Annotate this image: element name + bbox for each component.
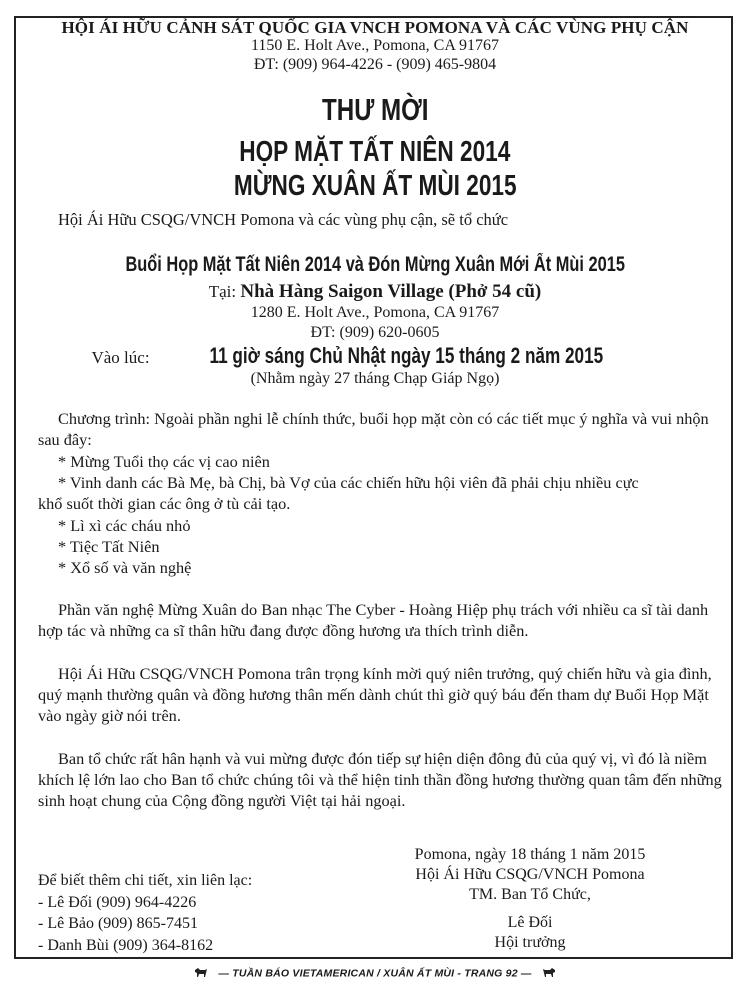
signature-name: Lê Đối bbox=[507, 914, 553, 931]
contact-person: - Danh Bùi (909) 364-8162 bbox=[38, 936, 214, 954]
venue-phone: ĐT: (909) 620-0605 bbox=[310, 324, 440, 341]
program-item-continued: khổ suốt thời gian các ông ở tù cải tạo. bbox=[38, 494, 291, 514]
time-prefix: Vào lúc: bbox=[91, 348, 150, 367]
event-title-line-2: MỪNG XUÂN ẤT MÙI 2015 bbox=[233, 170, 517, 202]
contact-block bbox=[38, 870, 252, 956]
signature-date: Pomona, ngày 18 tháng 1 năm 2015 bbox=[414, 846, 646, 863]
program-intro: Chương trình: Ngoài phần nghi lễ chính thức, buổi họp mặt còn có các tiết mục ý nghĩa và vui nhộn sau đây: bbox=[38, 409, 709, 450]
event-time: 11 giờ sáng Chủ Nhật ngày 15 tháng 2 năm 2015 bbox=[209, 343, 603, 368]
page-footer bbox=[0, 965, 750, 982]
organization-address: 1150 E. Holt Ave., Pomona, CA 91767 bbox=[251, 37, 499, 54]
contact-person: - Lê Bảo (909) 865-7451 bbox=[38, 915, 198, 932]
organization-name: HỘI ÁI HỮU CẢNH SÁT QUỐC GIA VNCH POMONA VÀ CÁC VÙNG PHỤ CẬN bbox=[61, 18, 689, 37]
invitation-paragraph: Hội Ái Hữu CSQG/VNCH Pomona trân trọng kính mời quý niên trưởng, quý chiến hữu và gia đình, quý mạnh thường quân và đồng hương thân mến dành chút thì giờ quý báu đến tham dự Buổi Họp Mặt vào ngày giờ nói trên. bbox=[38, 664, 712, 726]
goat-icon bbox=[193, 965, 209, 982]
lunar-date: (Nhằm ngày 27 tháng Chạp Giáp Ngọ) bbox=[250, 370, 500, 387]
footer-text: — TUẦN BÁO VIETAMERICAN / XUÂN ẤT MÙI - TRANG 92 — bbox=[218, 967, 532, 980]
event-title-line-1: HỌP MẶT TẤT NIÊN 2014 bbox=[239, 136, 511, 168]
venue-address: 1280 E. Holt Ave., Pomona, CA 91767 bbox=[250, 304, 500, 321]
program-item: * Vinh danh các Bà Mẹ, bà Chị, bà Vợ của các chiến hữu hội viên đã phải chịu nhiều cực bbox=[58, 473, 639, 493]
signature-on-behalf: TM. Ban Tổ Chức, bbox=[469, 886, 591, 903]
time-line bbox=[0, 343, 750, 369]
program-item: * Xổ số và văn nghệ bbox=[58, 558, 192, 578]
contact-person: - Lê Đối (909) 964-4226 bbox=[38, 893, 197, 911]
intro-text: Hội Ái Hữu CSQG/VNCH Pomona và các vùng phụ cận, sẽ tổ chức bbox=[58, 210, 509, 229]
music-paragraph: Phần văn nghệ Mừng Xuân do Ban nhạc The Cyber - Hoàng Hiệp phụ trách với nhiều ca sĩ tài danh hợp tác và những ca sĩ thân hữu đang được đồng hương ưa thích trình diễn. bbox=[38, 600, 709, 641]
goat-icon bbox=[541, 965, 557, 982]
signature-org: Hội Ái Hữu CSQG/VNCH Pomona bbox=[415, 866, 645, 883]
venue-name: Nhà Hàng Saigon Village (Phở 54 cũ) bbox=[240, 281, 542, 302]
signature-block bbox=[370, 845, 690, 953]
program-item: * Tiệc Tất Niên bbox=[58, 536, 160, 556]
program-item: * Mừng Tuổi thọ các vị cao niên bbox=[58, 452, 270, 471]
organization-phone: ĐT: (909) 964-4226 - (909) 465-9804 bbox=[253, 56, 497, 73]
venue-line bbox=[0, 281, 750, 303]
program-item: * Lì xì các cháu nhỏ bbox=[58, 515, 191, 535]
signature-role: Hội trưởng bbox=[494, 934, 566, 951]
closing-paragraph: Ban tổ chức rất hân hạnh và vui mừng được đón tiếp sự hiện diện đông đủ của quý vị, vì đó là niềm khích lệ lớn lao cho Ban tổ chức chúng tôi và thể hiện tinh thần đồng hương thường quan tâm đến những sinh hoạt chung của Cộng đồng người Việt tại hải ngoại. bbox=[38, 749, 722, 811]
program-list bbox=[38, 451, 728, 578]
contact-label: Để biết thêm chi tiết, xin liên lạc: bbox=[38, 872, 253, 889]
event-name: Buổi Họp Mặt Tất Niên 2014 và Đón Mừng Xuân Mới Ất Mùi 2015 bbox=[125, 253, 625, 276]
invitation-title: THƯ MỜI bbox=[321, 92, 429, 127]
venue-prefix: Tại: bbox=[208, 282, 237, 301]
